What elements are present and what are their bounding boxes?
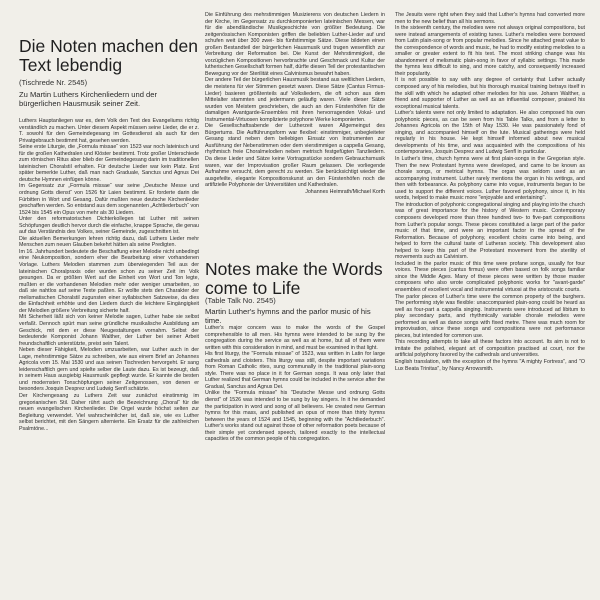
english-column-1 xyxy=(205,325,385,593)
german-paragraph: Im 16. Jahrhundert bedeutete die Beschaffung einer Melodie nicht unbedingt eine Neukomposition, sondern eher die Bearbeitung einer vorhandenen Vorlage. Luthers Melodien stammen zum überwiegenden Teil aus der lateinischen Choralpraxis oder wurden schon zu seiner Zeit im Volk gesungen. Da er größten Wert auf die Einheit von Wort und Ton legte, mußten er die vorhandenen Melodien mehr oder weniger umarbeiten, so daß sie nahtlos auf seine Texte paßten. Er wollte stets den Charakter der melismatischen Choralstil zugunsten einer syllabischen Satzweise, da dies die Einfachheit erhöhte und den Liedern durch die leichtere Eingängigkeit der Melodien größere Verbreitung sicherte half. xyxy=(19,248,199,314)
english-lead: Martin Luther's hymns and the parlor music of his time. xyxy=(205,307,371,326)
german-paragraph: Die Gesellschaftsabende der Lutherzeit waren Allgemeingut des Bürgertums. Die Aufführungsform war flexibel: einstimmiger, unbegleiteter Gesang stand neben dem beliebigen Einsatz von Instrumenten zur Ausführung der Nebenstimmen oder dem vierstimmigen a cappella Gesang, rhythmisch freie Choralmelodien neben metrisch festgefügten Tanzliedern. Da diese Lieder und Sätze keine Vortragsstücke sondern Gebrauchsmusik waren, war der Improvisation großer Raum gelassen. Die vorliegende Aufnahme versucht, dem gerecht zu werden. Sie berücksichtigt wieder die ausgefeilte, elegante Kompositionskunst an den Fürstenhöfen noch die artifizielle Polyphonie der Universitäten und Kathedralen. xyxy=(205,123,385,189)
author-signature: Johannes Heimrath/Michael Korth xyxy=(305,188,385,195)
english-column-2 xyxy=(395,12,585,597)
german-paragraph: Die aktuellen Bemerkungen lehren richtig dazu, daß Luthers Lieder mehr Menschen zum neuen Glauben bekehrt hätten als seine Predigten. xyxy=(19,235,199,249)
english-paragraph: The introduction of polyphonic congregational singing and playing into the church was of great importance for the history of Western music. Contemporary composers developed more than three hundred two- to five-part compositions from Luther's popular songs. These pieces constituted a large part of the parlor music of that time, and were an important factor in the spread of the Reformation. Because of polyphony, excellent choirs came into being, and helped to form the cultural taste of Lutheran society. This development also helped to keep this part of the Protestant movement from the sterility of movements such as Calvinism. xyxy=(395,201,585,261)
german-paragraph: Der andere Teil der bürgerlichen Hausmusik bestand aus weltlichen Liedern, die meistens für vier Stimmen gesetzt waren. Diese Sätze (Cantus Firmus-Lieder) basieren größtenteils auf Volksliedern, die oft schon aus dem Mittelalter stammten und jedermann geläufig waren. Viele dieser Sätze wurden von Meistern geschrieben, die auch an den Fürstenhöfen für die damaligen Avantgarde-Ensembles mit ihren hervorragenden Vokal- und Instrumental-Virtuosen komplizierte polyphone Werke komponierten. xyxy=(205,77,385,123)
german-paragraph: Der Kirchengesang zu Luthers Zeit war zunächst einstimmig im gregorianischen Stil. Daher rührt auch die Bezeichnung „Choral“ für die neuen evangelischen Kirchenlieder. Die Orgel wurde höchst selten zur Begleitung verwendet. Viel wahrscheinlicher ist, daß sie, wie es Luther selbst berichtet, mit den Sängern alternierte. Ein Ersatz für die zahlreichen Psalmtöne... xyxy=(19,392,199,432)
english-paragraph: Luther's talents were not only limited to adaptation. He also composed his own polyphonic pieces, as can be seen from his Table Talks, and from a letter to Johannes Agricola on the 15th of May 1530. He was passionately fond of singing, and accompanied himself on the lute. Musical gatherings were held regularly in his house. He kept himself informed about new musical developments of his time, and was acquainted with the compositions of his contemporaries, Josquin Desprez and Ludwig Senfl in particular. xyxy=(395,110,585,156)
german-column-1 xyxy=(19,118,199,593)
german-paragraph: Neben dieser Fähigkeit, Melodien umzuarbeiten, war Luther auch in der Lage, mehrstimmige Sätze zu schreiben, wie aus einem Brief an Johannes Agricola vom 15. Mai 1530 und aus seinen Tischreden hervorgeht. Er sang leidenschaftlich gern und spielte selber die Laute dazu. Es ist bezeugt, daß in seinem Haus ausgiebig Hausmusik gepflegt wurde. Er kannte die besten und modernsten Tonschöpfungen seiner Zeitgenossen, von denen er besonders Josquin Desprez und Ludwig Senfl schätzte. xyxy=(19,347,199,393)
english-paragraph: It is not possible to say with any degree of certainty that Luther actually composed any of his melodies, but his thorough musical training betrays itself in the skill with which he adapted other melodies for his use. Johann Walther, a friend and supporter of Luther as well as an influential composer, praised his exceptional musical talents. xyxy=(395,77,585,110)
german-paragraph: Seine erste Liturgie, die „Formula missae“ von 1523 war noch lateinisch und für die großen Kathedralen und Klöster bestimmt. Trotz großer Unterschiede zum römischen Ritus aber blieb der Gemeindegesang darin im traditionellen lateinischen Choralstil erhalten. Für deutsche Lieder war kein Platz. Erst später bemerkte Luther, daß man nach Graduale, Sanctus und Agnus Dei deutsche Hymnen einfügen könne. xyxy=(19,144,199,183)
german-lead: Zu Martin Luthers Kirchenliedern und der bürgerlichen Hausmusik seiner Zeit. xyxy=(19,90,158,109)
english-subtitle: (Table Talk No. 2545) xyxy=(205,296,276,305)
english-paragraph: English translation, with the exception of the hymns "A mighty Fortress", and "O Lux Beata Trinitas", by Nancy Arrowsmith. xyxy=(395,358,585,372)
german-title: Die Noten machen den Text lebendig xyxy=(19,36,198,75)
german-paragraph: Luthers Hauptanliegen war es, dem Volk den Text des Evangeliums richtig verständlich zu machen. Unter diesem Aspekt müssen seine Lieder, die er z. T. sowohl für den Gemeindegesang im Gottesdienst als auch für den Privatgebrauch bestimmt hat, gesehen werden. xyxy=(19,118,199,144)
english-paragraph: In the sixteenth century, the melodies were not always original compositions, but were instead arrangements of existing tunes. Luther's melodies were borrowed from Latin plain-song or from popular melodies. Since he attached great value to the correspondence of words and music, he had to modify existing melodies to a smaller or greater extent to fit his text. The most striking change was his abandonment of melismatic plain-song in favor of syllabic settings. This made the hymns less difficult to sing, and more catchy, and consequently increased their popularity. xyxy=(395,25,585,77)
german-paragraph: Mit Sicherheit läßt sich von keiner Melodie sagen, Luther habe sie selbst verfaßt. Dennoch spürt man seine gründliche musikalische Ausbildung am Geschick, mit dem er diese Neugestaltungen vornahm. Selbst der bedeutende Komponist Johann Walther, der Luther bei seiner Arbeit freundschaftlich unterstützte, preist sein Talent. xyxy=(19,314,199,347)
english-paragraph: Included in the parlor music of this time were profane songs, usually for four voices. These pieces (cantus firmus) were often based on folk songs familiar since the Middle Ages. Many of these pieces were written by those master composers who also wrote complicated polyphonic works for "avant-garde" ensembles of excellent vocal and instrumental virtuosi at the aristocratic courts. xyxy=(395,260,585,293)
english-paragraph: This recording attempts to take all these factors into account. Its aim is not to imitate the polished, elegant art of composition practised at court, nor the artificial polyphony favored by the cathedrals and universities. xyxy=(395,339,585,359)
english-paragraph: Unlike the "Formula missae" his "Deutsche Messe und ordnung Gotts dienst" of 1526 was intended to be sung by lay singers. In it he demanded the participation in word and song of all believers. He created new German hymns for this mass, and published an opus of more than thirty hymns between the years of 1524 and 1545, beginning with the "Achtliederbuch". Luther's works stand out against those of other reformation poets because of their simple yet condensed speech, tailored exactly to the intellectual capacities of the common people of his congregation. xyxy=(205,390,385,443)
german-subtitle: (Tischrede Nr. 2545) xyxy=(19,78,88,87)
german-paragraph: Unter den reformatorischen Dichterkollegen tat Luther mit seinen Schöpfungen deutlich hervor durch die einfache, knappe Sprache, die genau auf das Verständnis des Volkes, seiner Gemeinde, zugeschnitten ist. xyxy=(19,216,199,236)
english-title: Notes make the Words come to Life xyxy=(205,259,383,298)
german-column-2 xyxy=(205,12,385,247)
english-paragraph: The parlor pieces of Luther's time were the common property of the burghers. The performing style was flexible: unaccompanied plain-song could be heard as well as four-part a cappella singing. Instruments were introduced ad libitum to play secondary parts, and rhythmically variable chorale melodies were performed as well as dance songs with fixed metre. There was much room for improvisation, since these songs and compositions were not performance pieces, but intended for common use. xyxy=(395,293,585,339)
english-paragraph: In Luther's time, church hymns were at first plain-songs in the Gregorian style. Then the new Protestant hymns were developed, and came to be known as chorale songs, or metrical hymns. The organ was seldom used as an accompanying instrument. Luther rarely mentions the organ in his writings, and then with forbearance. As polyphony came into vogue, instruments began to be used to support the different voices. Luther favored polyphony, since it, in his words, helped to make music more "enjoyable and entertaining". xyxy=(395,156,585,202)
english-paragraph: His first liturgy, the "Formula missae" of 1523, was written in Latin for large cathedrals and cloisters. This liturgy was still, despite important variations from Roman Catholic rites, sung communally in the traditional plain-song style. There was no place in it for German songs. It was only later that Luther realized that German hymns could be included in the service after the Gradual, Sanctus and Agnus Dei. xyxy=(205,351,385,390)
english-paragraph: The Jesuits were right when they said that Luther's hymns had converted more men to the new belief than all his sermons. xyxy=(395,12,585,25)
german-paragraph: Im Gegensatz zur „Formula missae“ war seine „Deutsche Messe und ordnung Gotts dienst“ von 1526 für Laien bestimmt. Er forderte darin die Fürbitten in Wort und Gesang. Dafür mußten neue deutsche Kirchenlieder geschaffen werden. So entstand aus dem sogenannten „Achtliederbuch“ von 1524 bis 1545 ein Opus von mehr als 30 Liedern. xyxy=(19,183,199,216)
english-paragraph: Luther's major concern was to make the words of the Gospel comprehensible to all men. His hymns were intended to be sung by the congregation during the service as well as at home, but all of them were written with this consideration in mind, and must be examined in that light. xyxy=(205,325,385,351)
german-paragraph: Die Einführung des mehrstimmigen Musizierens von deutschen Liedern in der Kirche, im Gegensatz zu durchkomponierten lateinischen Messen, war für die abendländische Musikgeschichte von größter Bedeutung. Die zeitgenössischen Komponisten griffen die beliebten Luther-Lieder auf und schufen weit über 300 zwei- bis fünfstimmige Sätze. Diese bildeten einen großen Bestandteil der bürgerlichen Hausmusik und trugen wesentlich zur Verbreitung der Reformation bei. Die Kunst der Mehrstimmigkeit, die vorzüglichen Kompositionen hervorbrachte und Geschmack und Kultur der lutherischen Gesellschaft formen half, dürfte diesen Teil der protestantischen Bewegung vor der Sterilität eines Calvinismus bewahrt haben. xyxy=(205,12,385,77)
